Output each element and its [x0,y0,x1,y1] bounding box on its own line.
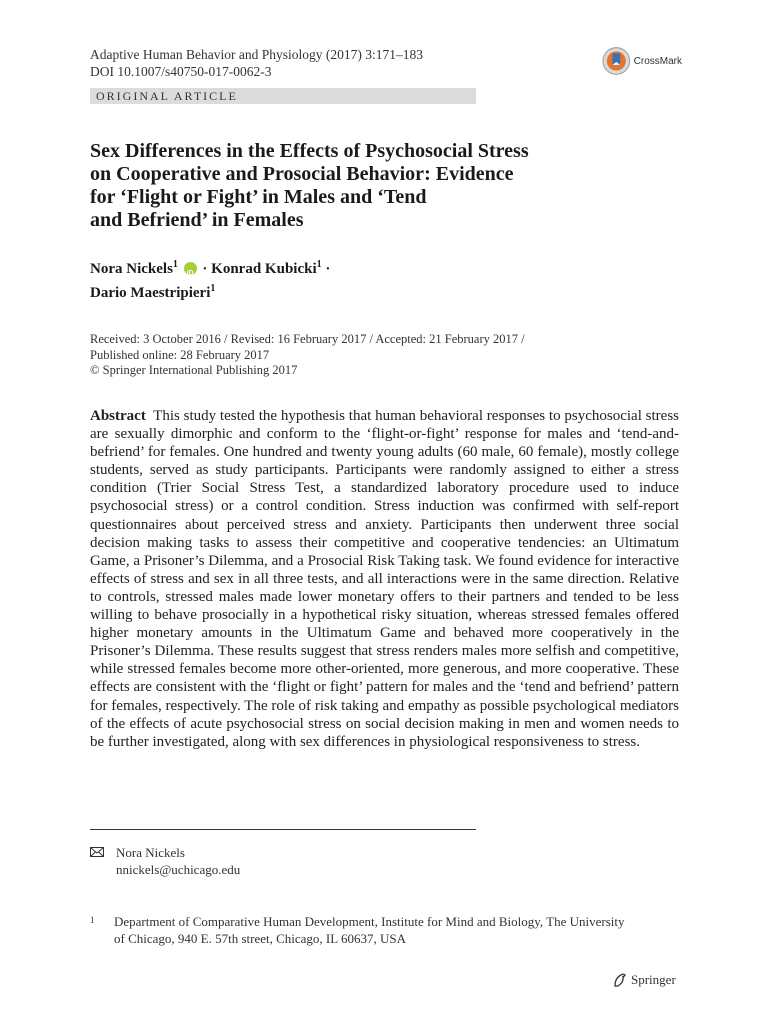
journal-citation: Adaptive Human Behavior and Physiology (2017) 3:171–183 [90,47,423,62]
publication-dates [90,332,650,379]
doi[interactable]: DOI 10.1007/s40750-017-0062-3 [90,64,272,79]
author-affil-sup: 1 [316,259,322,270]
dates-line: Received: 3 October 2016 / Revised: 16 February 2017 / Accepted: 21 February 2017 / [90,332,525,346]
author-affil-sup: 1 [172,259,178,270]
publisher-name: Springer [631,972,676,987]
envelope-icon [90,845,106,862]
author-name: Nora Nickels [90,261,173,277]
title-line: Sex Differences in the Effects of Psychosocial Stress [90,140,529,162]
affiliation-line: of Chicago, 940 E. 57th street, Chicago, IL 60637, USA [114,930,406,946]
article-type-bar: ORIGINAL ARTICLE [90,88,476,104]
copyright-line: © Springer International Publishing 2017 [90,363,298,377]
journal-header [90,46,423,80]
crossmark-badge[interactable] [602,44,682,78]
title-line: on Cooperative and Prosocial Behavior: Evidence [90,163,514,185]
title-line: and Befriend’ in Females [90,209,304,231]
crossmark-label: CrossMark [633,55,682,67]
title-line: for ‘Flight or Fight’ in Males and ‘Tend [90,186,427,208]
crossmark-icon [602,46,631,76]
paper-title [90,140,610,232]
orcid-icon[interactable] [184,262,197,275]
abstract [90,407,679,751]
affiliation [90,914,680,947]
affiliation-number: 1 [90,915,95,925]
abstract-text: This study tested the hypothesis that human behavioral responses to psychosocial stress are sexually dimorphic and conform to the ‘flight-or-fight’ response for males and ‘tend-and-befriend’ for females. One hundred and twenty young adults (60 male, 60 female), mostly college students, served as study participants. Participants were randomly assigned to either a stress condition (Trier Social Stress Test, a standardized laboratory procedure used to induce psychosocial stress) or a control condition. Stress induction was confirmed with self-report questionnaires about perceived stress and anxiety. Participants then underwent three social decision making tasks to assess their competitive and cooperative tendencies: an Ultimatum Game, a Prisoner’s Dilemma, and a Prosocial Risk Taking task. We found evidence for interactive effects of stress and sex in all three tests, and all interactions were in the same direction. Relative to controls, stressed males made lower monetary offers to their partners and tended to be less willing to behave prosocially in a hypothetical risky situation, whereas stressed females offered higher monetary amounts in the Ultimatum Game and behaved more cooperatively in the Prisoner’s Dilemma. These results suggest that stress renders males more selfish and competitive, while stressed females become more other-oriented, more generous, and more cooperative. These effects are consistent with the ‘flight or fight’ pattern for males and the ‘tend and befriend’ pattern for females, respectively. The role of risk taking and empathy as possible psychological mediators of the effects of acute psychosocial stress on social decision making in men and women needs to be further investigated, along with sex differences in physiological responsiveness to stress. [90,408,679,750]
abstract-heading: Abstract [90,408,146,424]
dates-line: Published online: 28 February 2017 [90,347,270,362]
author-affil-sup: 1 [210,283,216,294]
footnote-divider [90,829,476,830]
author-name: Konrad Kubicki [211,261,317,277]
correspondence [90,845,240,878]
corresponding-author: Nora Nickels [116,845,185,860]
springer-logo [612,972,676,988]
author-name: Dario Maestripieri [90,285,211,301]
corresponding-email[interactable]: nnickels@uchicago.edu [116,861,241,877]
author-list: Nora Nickels$^1$ iD · Konrad Kubicki$^1$ · Dario Maestripieri$^1$ [90,255,330,303]
affiliation-line: Department of Comparative Human Development, Institute for Mind and Biology, The University [114,914,625,929]
springer-horse-icon [612,972,628,988]
